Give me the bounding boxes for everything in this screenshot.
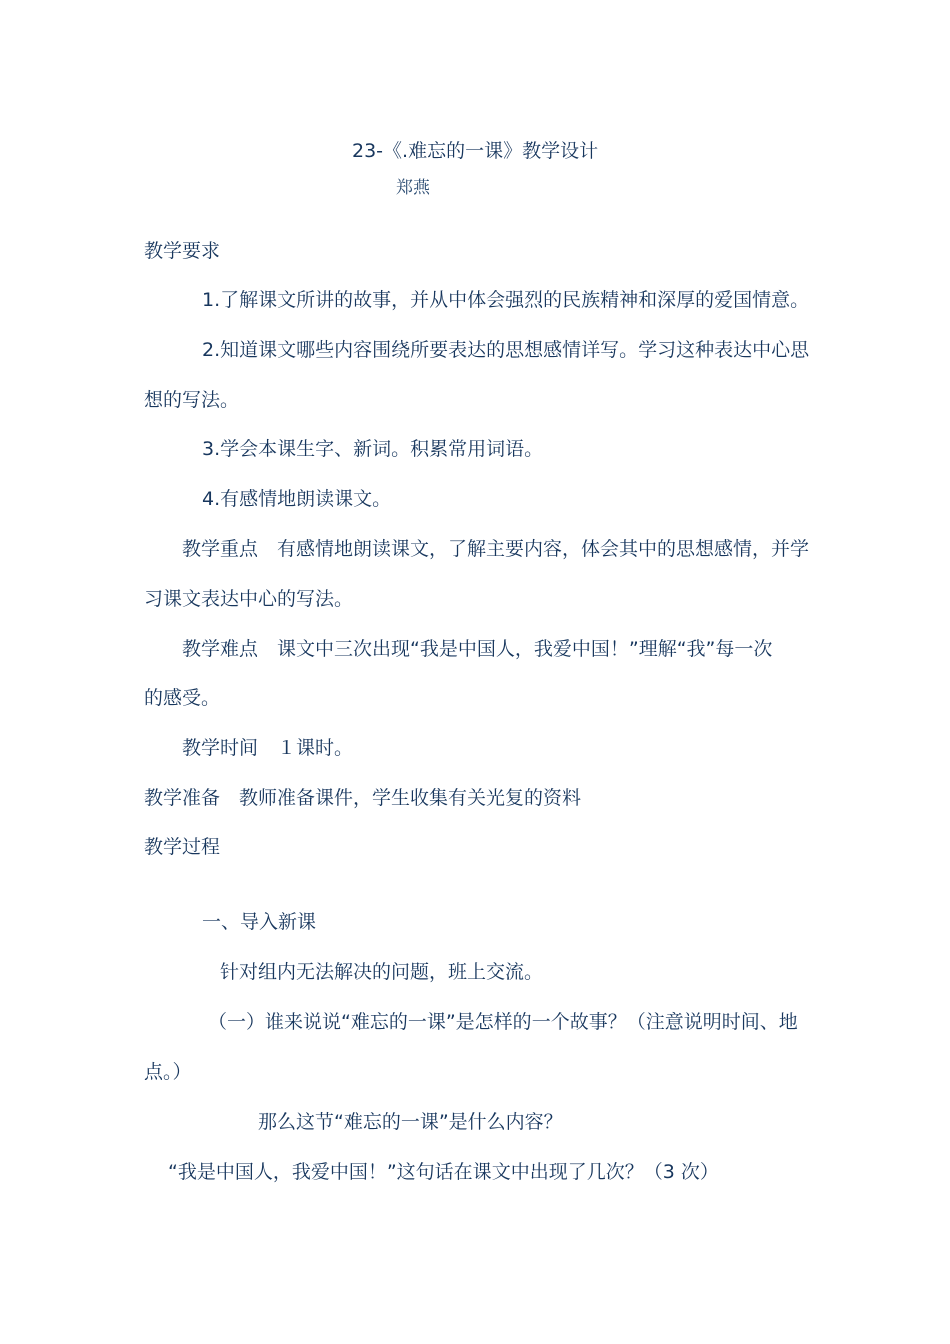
difficulty-line2: 的感受。 [144, 687, 221, 709]
document-author: 郑燕 [396, 178, 430, 198]
key-points-line2: 习课文表达中心的写法。 [144, 588, 354, 610]
teaching-time: 教学时间 １课时。 [182, 737, 354, 759]
question-1-line2: 点。） [144, 1061, 192, 1083]
question-3: “我是中国人，我爱中国！”这句话在课文中出现了几次？（3 次） [168, 1161, 719, 1183]
requirement-4: 4.有感情地朗读课文。 [202, 488, 392, 510]
requirement-3: 3.学会本课生字、新词。积累常用词语。 [202, 438, 544, 460]
requirements-heading: 教学要求 [144, 240, 221, 262]
question-2: 那么这节“难忘的一课”是什么内容？ [258, 1111, 563, 1133]
difficulty-line1: 教学难点 课文中三次出现“我是中国人，我爱中国！”理解“我”每一次 [182, 638, 773, 660]
section-1-intro: 针对组内无法解决的问题，班上交流。 [220, 961, 544, 983]
requirement-2-line2: 想的写法。 [144, 389, 240, 411]
requirement-1: 1.了解课文所讲的故事，并从中体会强烈的民族精神和深厚的爱国情意。 [202, 289, 810, 311]
section-1-heading: 一、导入新课 [202, 911, 317, 933]
key-points-line1: 教学重点 有感情地朗读课文，了解主要内容，体会其中的思想感情，并学 [182, 538, 810, 560]
process-heading: 教学过程 [144, 836, 221, 858]
document-title: 23-《.难忘的一课》教学设计 [352, 140, 599, 162]
requirement-2-line1: 2.知道课文哪些内容围绕所要表达的思想感情详写。学习这种表达中心思 [202, 339, 810, 361]
question-1-line1: （一）谁来说说“难忘的一课”是怎样的一个故事？（注意说明时间、地 [208, 1011, 798, 1033]
teaching-preparation: 教学准备 教师准备课件，学生收集有关光复的资料 [144, 787, 582, 809]
